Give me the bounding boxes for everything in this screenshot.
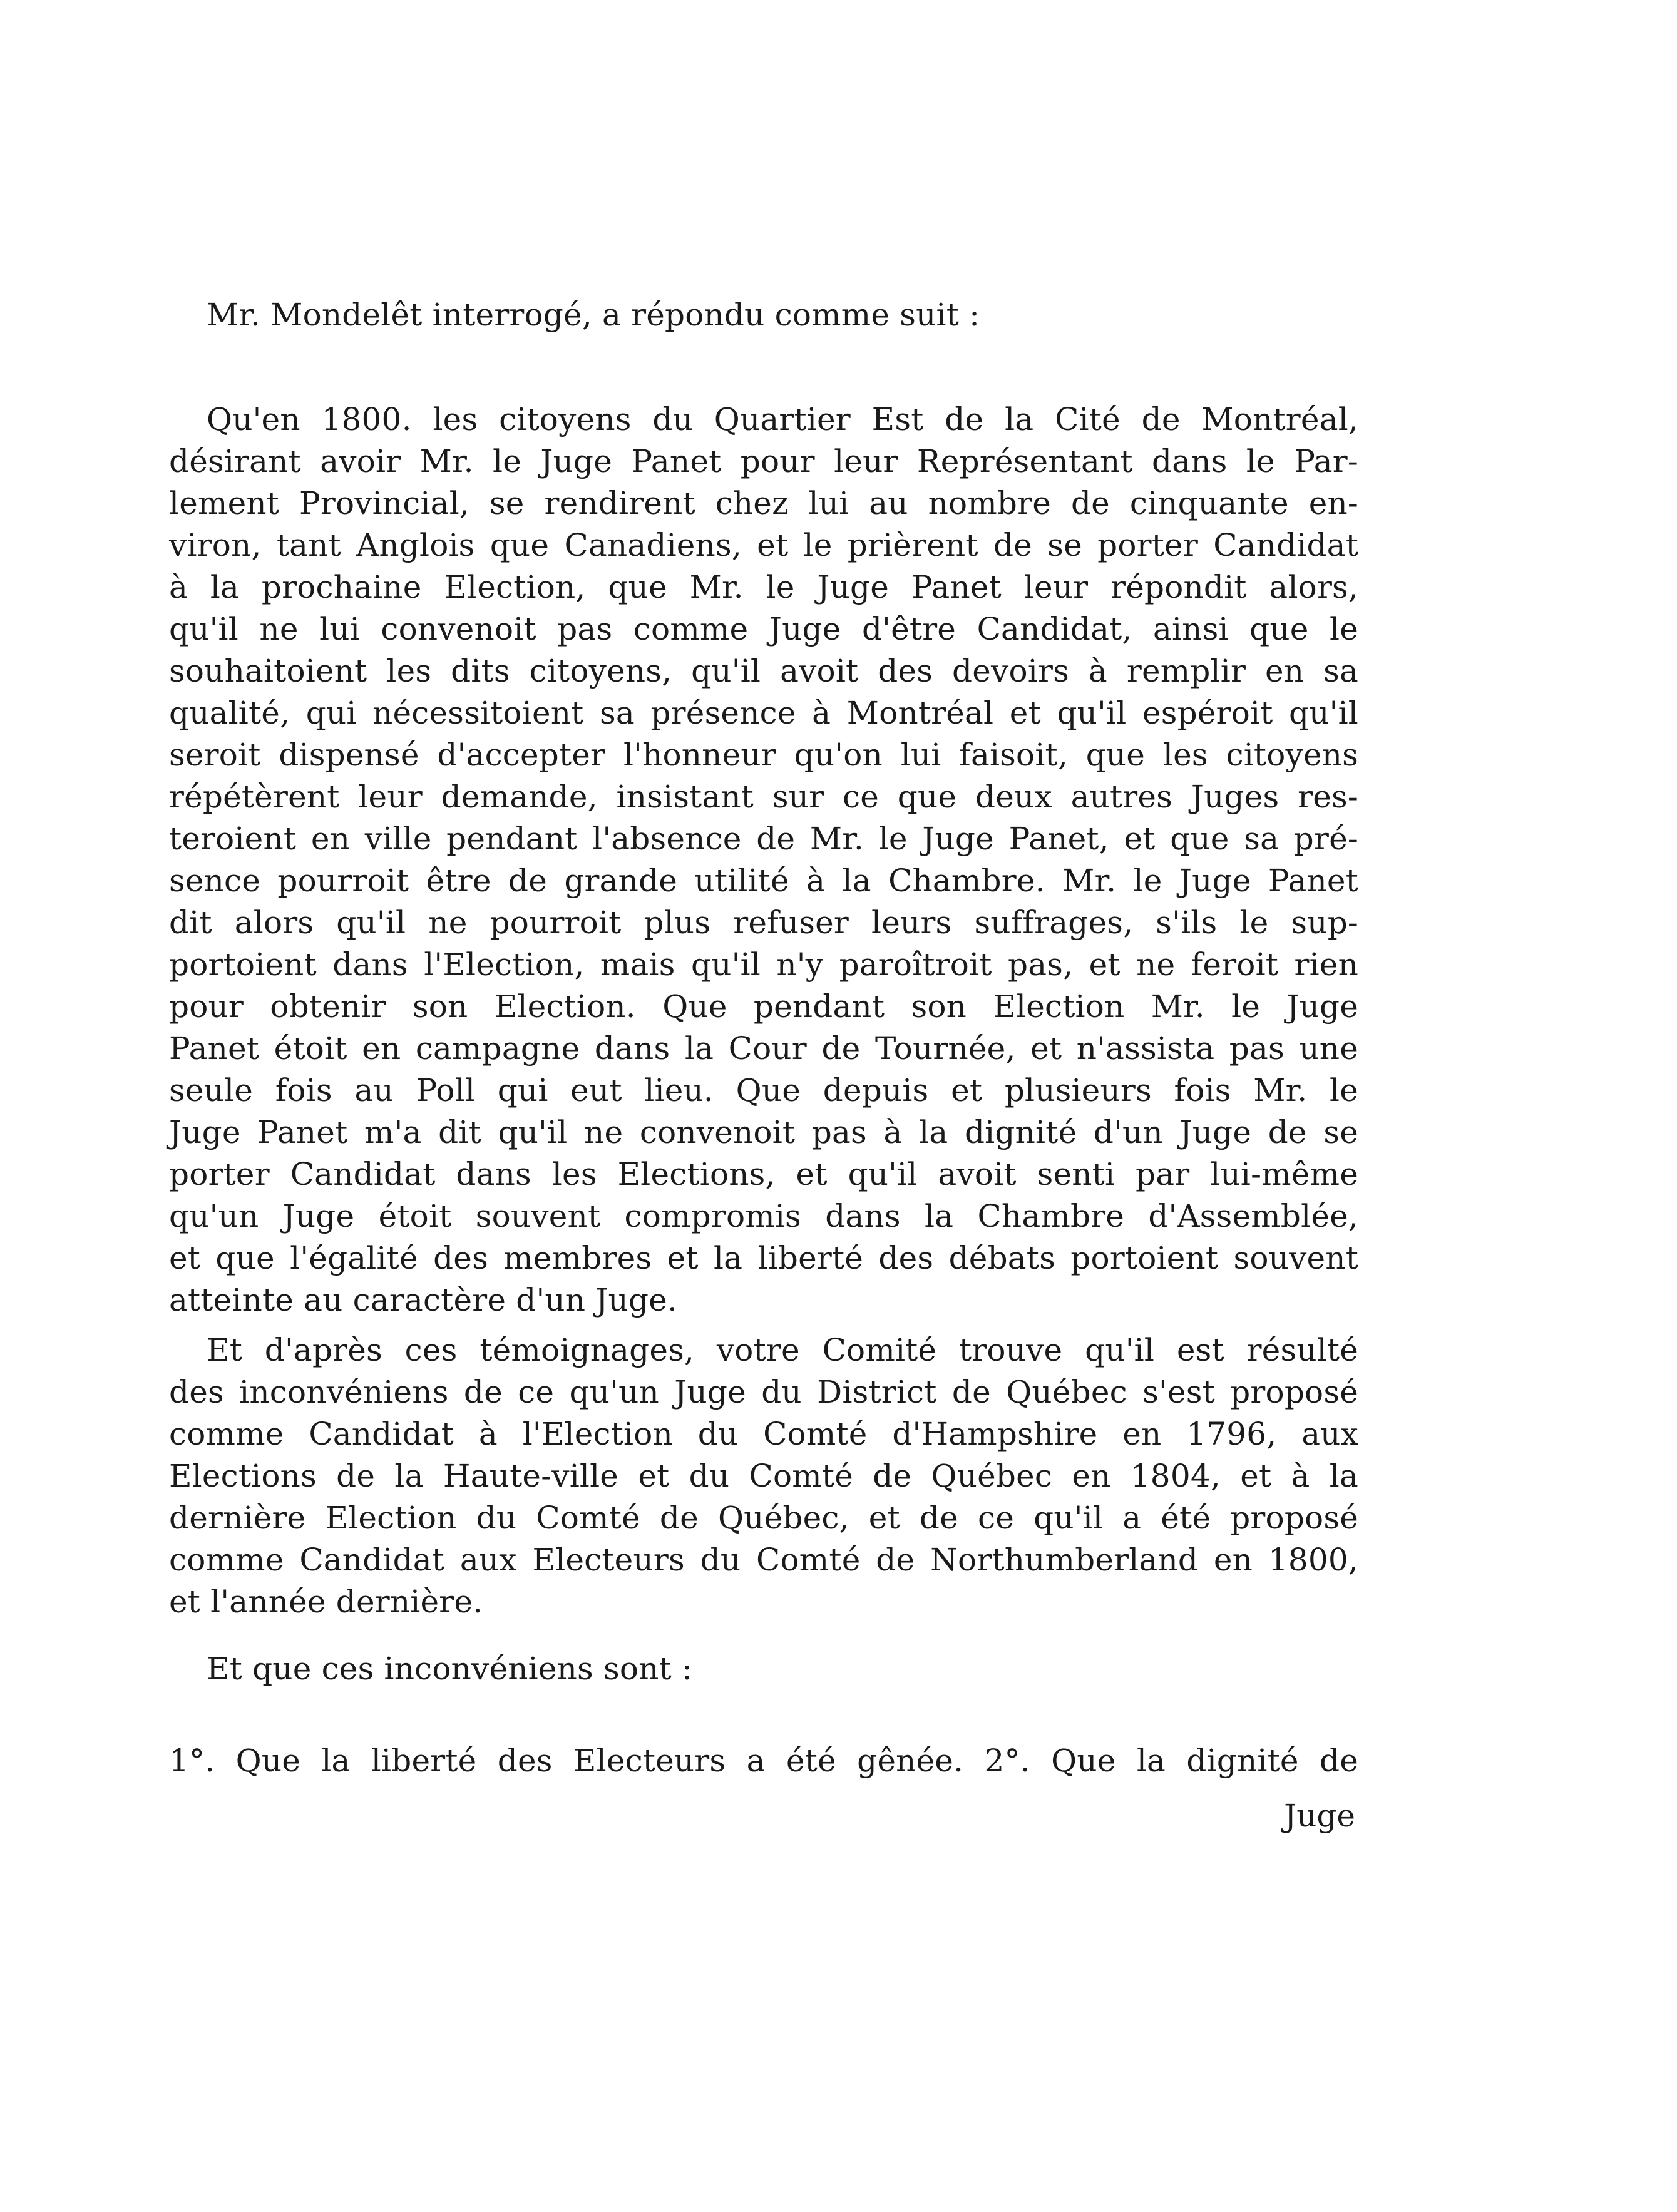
text-line: Elections de la Haute-ville et du Comté de Québec en 1804, et à la xyxy=(169,1458,1358,1494)
text-line: sence pourroit être de grande utilité à la Chambre. Mr. le Juge Panet xyxy=(169,863,1358,899)
inconveniences-intro-line: Et que ces inconvéniens sont : xyxy=(207,1651,692,1687)
inconveniences-intro-paragraph xyxy=(169,1648,1358,1690)
text-line: pour obtenir son Election. Que pendant son Election Mr. le Juge xyxy=(169,988,1358,1025)
catchword: Juge xyxy=(1284,1798,1355,1834)
text-line: des inconvéniens de ce qu'un Juge du District de Québec s'est proposé xyxy=(169,1374,1358,1410)
text-line: comme Candidat à l'Election du Comté d'Hampshire en 1796, aux xyxy=(169,1416,1358,1452)
committee-paragraph xyxy=(169,1329,1358,1623)
testimony-paragraph xyxy=(169,399,1358,1321)
enumeration-line: 1°. Que la liberté des Electeurs a été gênée. 2°. Que la dignité de xyxy=(169,1743,1358,1779)
text-line: et l'année dernière. xyxy=(169,1584,483,1620)
intro-line: Mr. Mondelêt interrogé, a répondu comme suit : xyxy=(207,297,980,333)
text-line: seule fois au Poll qui eut lieu. Que depuis et plusieurs fois Mr. le xyxy=(169,1072,1358,1109)
text-line: teroient en ville pendant l'absence de Mr. le Juge Panet, et que sa pré- xyxy=(169,821,1358,857)
text-line: à la prochaine Election, que Mr. le Juge Panet leur répondit alors, xyxy=(169,569,1358,605)
text-line: Et d'après ces témoignages, votre Comité trouve qu'il est résulté xyxy=(207,1332,1358,1368)
text-line: Qu'en 1800. les citoyens du Quartier Est de la Cité de Montréal, xyxy=(207,401,1358,438)
enumeration-paragraph xyxy=(169,1740,1358,1782)
text-line: souhaitoient les dits citoyens, qu'il avoit des devoirs à remplir en sa xyxy=(169,653,1358,689)
text-line: porter Candidat dans les Elections, et qu'il avoit senti par lui-même xyxy=(169,1156,1358,1192)
text-line: comme Candidat aux Electeurs du Comté de Northumberland en 1800, xyxy=(169,1542,1358,1578)
text-line: Panet étoit en campagne dans la Cour de Tournée, et n'assista pas une xyxy=(169,1030,1358,1067)
text-line: qu'il ne lui convenoit pas comme Juge d'être Candidat, ainsi que le xyxy=(169,611,1358,647)
text-line: qu'un Juge étoit souvent compromis dans la Chambre d'Assemblée, xyxy=(169,1198,1358,1234)
text-line: désirant avoir Mr. le Juge Panet pour leur Représentant dans le Par- xyxy=(169,443,1358,479)
text-line: et que l'égalité des membres et la liberté des débats portoient souvent xyxy=(169,1240,1358,1276)
text-line: portoient dans l'Election, mais qu'il n'y paroîtroit pas, et ne feroit rien xyxy=(169,946,1358,983)
text-line: lement Provincial, se rendirent chez lui au nombre de cinquante en- xyxy=(169,485,1358,521)
text-line: dernière Election du Comté de Québec, et de ce qu'il a été proposé xyxy=(169,1500,1358,1536)
text-line: seroit dispensé d'accepter l'honneur qu'on lui faisoit, que les citoyens xyxy=(169,737,1358,773)
text-line: Juge Panet m'a dit qu'il ne convenoit pas à la dignité d'un Juge de se xyxy=(169,1114,1358,1150)
text-line: viron, tant Anglois que Canadiens, et le prièrent de se porter Candidat xyxy=(169,527,1358,563)
intro-paragraph xyxy=(169,294,1358,336)
text-line: dit alors qu'il ne pourroit plus refuser leurs suffrages, s'ils le sup- xyxy=(169,904,1358,941)
text-line: qualité, qui nécessitoient sa présence à Montréal et qu'il espéroit qu'il xyxy=(169,695,1358,731)
text-line: répétèrent leur demande, insistant sur ce que deux autres Juges res- xyxy=(169,779,1358,815)
text-line: atteinte au caractère d'un Juge. xyxy=(169,1282,678,1318)
